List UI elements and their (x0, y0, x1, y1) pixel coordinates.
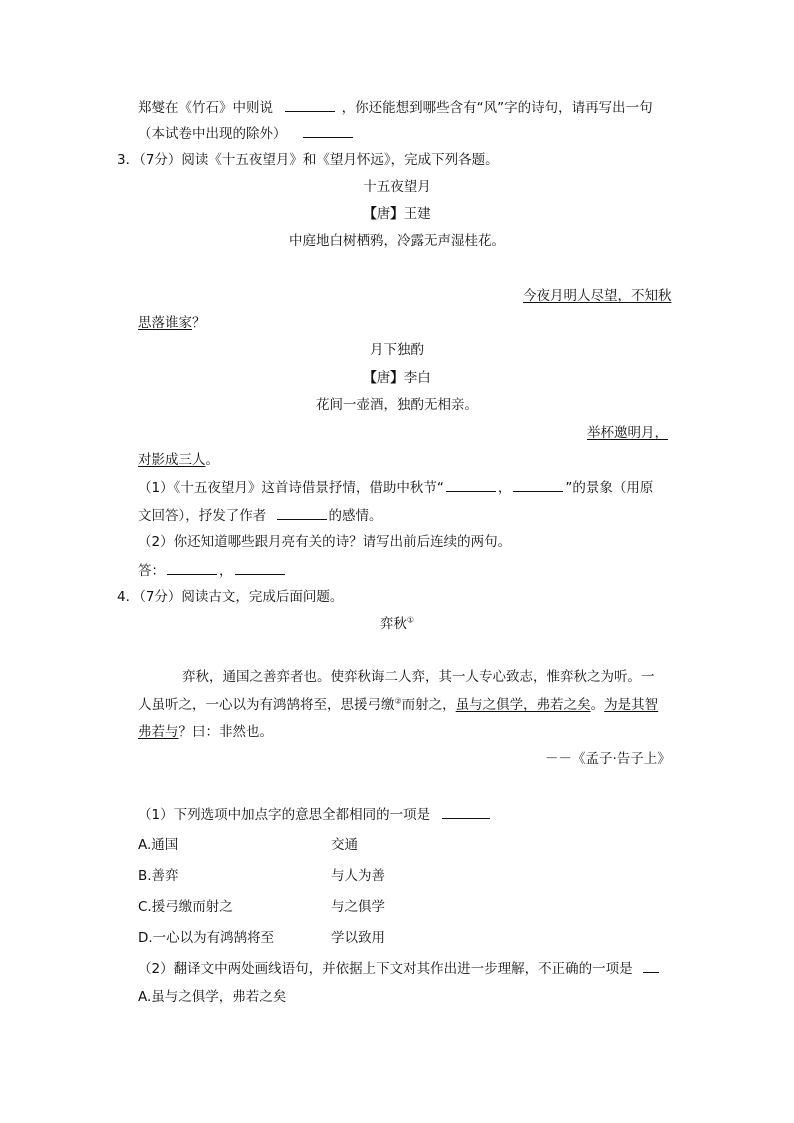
q4-source: －－《孟子·告子上》 (545, 751, 671, 767)
q3-sub1-line-1: （1）《十五夜望月》这首诗借景抒情，借助中秋节“ ， ”的景象（用原 (138, 480, 654, 496)
q2-answer-blank-2[interactable] (303, 124, 353, 138)
footnote-marker: ① (406, 615, 415, 625)
q3-answer-blank-2[interactable] (235, 561, 285, 575)
q3-sub1-blank-3[interactable] (277, 506, 327, 520)
q4-sub2-option-a[interactable]: A.虽与之俱学，弗若之矣 (138, 989, 287, 1005)
poem2-line-1: 花间一壶酒，独酌无相亲。 (316, 397, 478, 413)
poem1-line-1: 中庭地白树栖鸦，冷露无声湿桂花。 (289, 233, 505, 249)
q4-sub1: （1）下列选项中加点字的意思全都相同的一项是 (138, 805, 492, 824)
q2-text-c: （本试卷中出现的除外） (138, 126, 287, 142)
poem1-line-2b: 思落谁家？ (138, 315, 206, 331)
q2-text-a: 郑燮在《竹石》中则说 (138, 100, 273, 116)
poem1-title: 十五夜望月 (363, 179, 431, 195)
q4-para-line-1: 弈秋，通国之善弈者也。使弈秋诲二人弈，其一人专心致志，惟弈秋之为听。一 (182, 669, 655, 685)
poem2-title: 月下独酌 (370, 342, 424, 358)
poem2-line-2a: 举杯邀明月， (587, 425, 668, 441)
q4-option-d[interactable]: D.一心以为有鸿鹄将至 学以致用 (138, 930, 385, 946)
q4-header: 4．（7分）阅读古文，完成后面问题。 (117, 589, 344, 605)
poem1-line-2a: 今夜月明人尽望，不知秋 (523, 288, 672, 304)
q4-sub2-blank[interactable] (643, 959, 659, 973)
q4-option-a[interactable]: A.通国 交通 (138, 837, 358, 853)
q4-option-c[interactable]: C.援弓缴而射之 与之俱学 (138, 899, 385, 915)
poem2-author: 【唐】李白 (363, 370, 431, 386)
footnote-marker: ② (394, 696, 402, 706)
q3-sub1-blank-2[interactable] (513, 478, 563, 492)
q3-answer-blank-1[interactable] (167, 561, 217, 575)
q3-sub2: （2）你还知道哪些跟月亮有关的诗？请写出前后连续的两句。 (138, 534, 512, 550)
poem2-line-2b: 对影成三人。 (138, 452, 219, 468)
q4-title: 弈秋① (379, 615, 415, 632)
q2-line-1 (138, 98, 653, 117)
q3-sub1-blank-1[interactable] (446, 478, 496, 492)
q4-option-b[interactable]: B.善弈 与人为善 (138, 868, 385, 884)
q3-answer-line: 答： ， (138, 561, 287, 580)
q2-line-2 (138, 124, 355, 143)
q4-para-line-2: 人虽听之，一心以为有鸿鹄将至，思援弓缴②而射之，虽与之俱学，弗若之矣。为是其智 (138, 696, 659, 713)
q4-sub2: （2）翻译文中两处画线语句，并依据上下文对其作出进一步理解，不正确的一项是 (138, 959, 661, 978)
q3-header: 3．（7分）阅读《十五夜望月》和《望月怀远》，完成下列各题。 (117, 152, 499, 168)
q2-answer-blank-1[interactable] (285, 98, 335, 112)
q3-sub1-line-2: 文回答），抒发了作者 的感情。 (138, 508, 383, 524)
poem1-author: 【唐】王建 (363, 206, 431, 222)
q2-text-b: ，你还能想到哪些含有“风”字的诗句，请再写出一句 (341, 100, 653, 116)
q4-para-line-3: 弗若与？曰：非然也。 (138, 724, 273, 740)
q4-sub1-blank[interactable] (442, 805, 490, 819)
